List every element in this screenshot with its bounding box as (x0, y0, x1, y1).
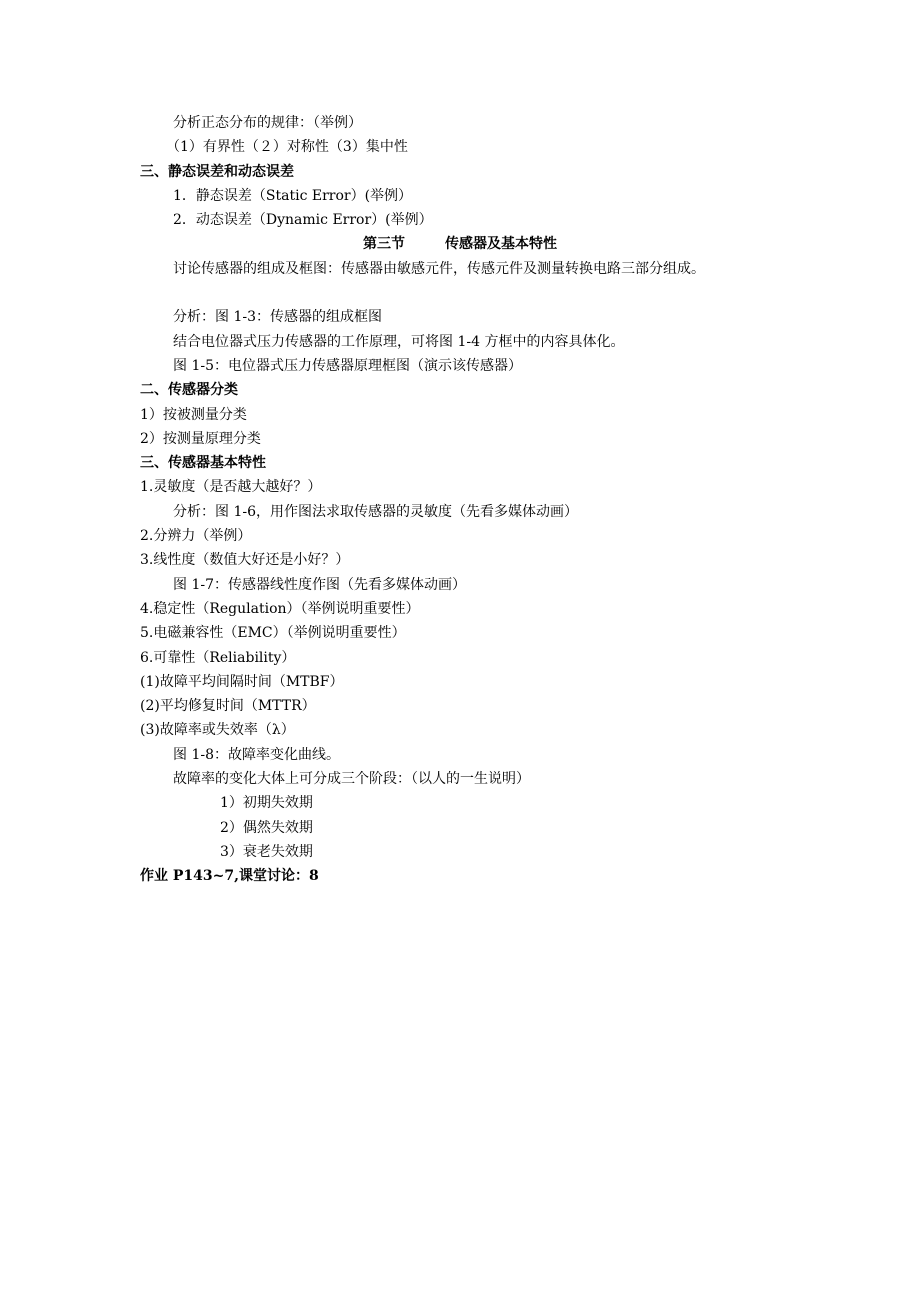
blank-line (140, 281, 840, 305)
text-line: (1)故障平均间隔时间（MTBF） (140, 673, 344, 690)
text-line: 分析：图 1-3：传感器的组成框图 (173, 309, 382, 326)
section-heading: 二、传感器分类 (140, 382, 238, 399)
section-heading: 三、静态误差和动态误差 (140, 163, 294, 180)
text-line: 分析：图 1-6，用作图法求取传感器的灵敏度（先看多媒体动画） (173, 503, 578, 520)
text-line: 3.线性度（数值大好还是小好？） (140, 552, 350, 569)
text-line: 图 1-8：故障率变化曲线。 (173, 746, 340, 763)
text-line: (3)故障率或失效率（λ） (140, 722, 295, 739)
document-body (140, 111, 840, 889)
text-line: 图 1-5：电位器式压力传感器原理框图（演示该传感器） (173, 357, 522, 374)
text-line: 1）按被测量分类 (140, 406, 247, 423)
text-line: 5.电磁兼容性（EMC）（举例说明重要性） (140, 625, 406, 642)
chapter-heading (140, 232, 780, 256)
text-line: (2)平均修复时间（MTTR） (140, 698, 316, 715)
text-line: 3）衰老失效期 (220, 843, 313, 860)
text-line: 2．动态误差（Dynamic Error）(举例） (173, 212, 433, 229)
text-line: 2）按测量原理分类 (140, 430, 261, 447)
text-line: 1.灵敏度（是否越大越好？） (140, 479, 322, 496)
text-line: 4.稳定性（Regulation）（举例说明重要性） (140, 600, 420, 617)
text-line: （1）有界性（２）对称性（3）集中性 (166, 139, 408, 156)
text-line: 1．静态误差（Static Error）(举例） (173, 187, 413, 204)
text-line: 故障率的变化大体上可分成三个阶段：（以人的一生说明） (173, 771, 530, 788)
text-line: 2）偶然失效期 (220, 819, 313, 836)
text-line: 讨论传感器的组成及框图：传感器由敏感元件，传感元件及测量转换电路三部分组成。 (173, 260, 705, 277)
section-heading: 三、传感器基本特性 (140, 455, 266, 472)
text-line: 结合电位器式压力传感器的工作原理，可将图 1-4 方框中的内容具体化。 (173, 333, 625, 350)
text-line: 分析正态分布的规律：（举例） (173, 115, 362, 131)
homework-line: 作业 P143~7,课堂讨论：8 (140, 868, 319, 885)
chapter-number: 第三节 (363, 236, 405, 253)
text-line: 图 1-7：传感器线性度作图（先看多媒体动画） (173, 576, 466, 593)
text-line: 1）初期失效期 (220, 795, 313, 812)
chapter-title: 传感器及基本特性 (445, 236, 557, 253)
text-line: 6.可靠性（Reliability） (140, 649, 296, 666)
text-line: 2.分辨力（举例） (140, 528, 252, 545)
